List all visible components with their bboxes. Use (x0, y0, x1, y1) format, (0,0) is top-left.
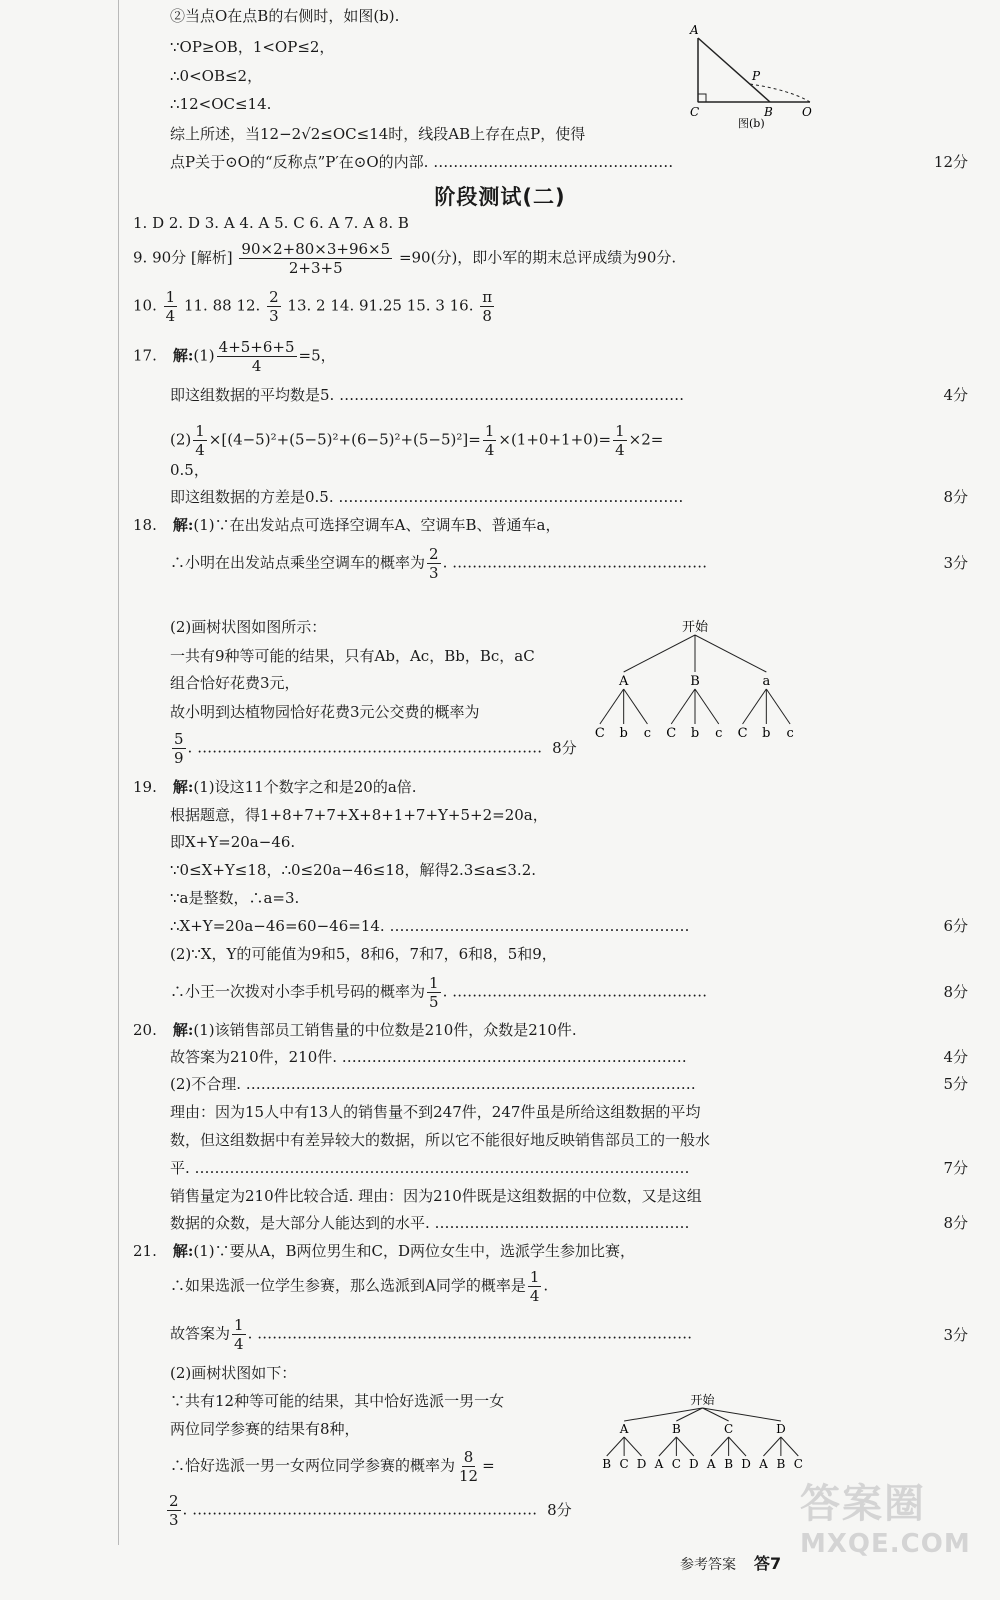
text-line: (2)画树状图如下： (170, 1364, 297, 1382)
tree-leaf: D (688, 1457, 699, 1471)
text-line: ②当点O在点B的右侧时，如图(b). (170, 7, 400, 25)
tree-branch (695, 635, 766, 672)
text-line: 组合恰好花费3元， (170, 674, 300, 692)
tree-diagram-q21 (590, 1390, 815, 1475)
tree-branch (624, 635, 695, 672)
tree-leaf: B (776, 1457, 786, 1471)
score: 12分 (933, 153, 968, 171)
fraction: $\frac{2}{3}$ (269, 288, 279, 325)
tree-branch (671, 689, 695, 724)
text-line: 理由：因为15人中有13人的销售量不到247件，247件虽是所给这组数据的平均 (170, 1103, 701, 1121)
tree-branch (743, 689, 767, 724)
score: 3分 (943, 1326, 968, 1344)
tree-leaf: c (715, 726, 723, 741)
tree-leaf: b (690, 726, 700, 741)
tree-leaf: b (762, 726, 771, 741)
text-line: ∵共有12种等可能的结果，其中恰好选派一男一女 (170, 1392, 505, 1410)
tree-node: a (762, 674, 771, 689)
q21-line-7: ∴恰好选派一男一女两位同学参赛的概率为 $\frac{8}{12}$ = (170, 1448, 495, 1485)
score: 6分 (943, 917, 968, 935)
tree-branch (600, 689, 624, 724)
answer-line-1-8: 1. D 2. D 3. A 4. A 5. C 6. A 7. A 8. B (133, 214, 409, 232)
tree-branch (766, 689, 790, 724)
tree-leaf: C (619, 1457, 629, 1471)
score: 8分 (943, 488, 968, 506)
score: 8分 (943, 1214, 968, 1232)
q18-line-1: 18. 解:(1)∵在出发站点可选择空调车A、空调车B、普通车a， (133, 516, 561, 534)
text-line: ∴0<OB≤2， (170, 67, 263, 85)
q18-line-2: ∴小明在出发站点乘坐空调车的概率为 $\frac{2}{3}$ . …………………………………………… (170, 545, 708, 582)
tree-leaf: A (654, 1457, 664, 1471)
tree-branch (729, 1437, 746, 1456)
tree-leaf: B (724, 1457, 734, 1471)
q21-line-2: ∴如果选派一位学生参赛，那么选派到A同学的概率是 $\frac{1}{4}$ . (170, 1268, 549, 1305)
text-line: (2)画树状图如图所示： (170, 618, 327, 636)
tree-node: B (690, 674, 700, 689)
q21-line-3: 故答案为 $\frac{1}{4}$ . …………………………………………………………………………… (170, 1316, 693, 1353)
tree-node: A (619, 1422, 629, 1436)
score: 4分 (943, 386, 968, 404)
page-rule (118, 0, 119, 1545)
tree-root: 开始 (681, 620, 709, 635)
tree-root: 开始 (690, 1393, 715, 1407)
tree-branch (624, 689, 648, 724)
q21-line-8: $\frac{2}{3}$ . …………………………………………………………… 8分 (169, 1492, 572, 1529)
text-line: ∴12<OC≤14. (170, 95, 272, 113)
tree-leaf: C (594, 726, 605, 741)
text-line: (2)∵X，Y的可能值为9和5，8和6，7和7，6和8，5和9， (170, 945, 557, 963)
tree-branch (763, 1437, 780, 1456)
tree-node: C (724, 1422, 734, 1436)
q18-line-7: $\frac{5}{9}$ . …………………………………………………………… 8分 (174, 730, 577, 767)
text-line: 数据的众数，是大部分人能达到的水平. …………………………………………… (170, 1214, 690, 1232)
tree-leaf: c (786, 726, 794, 741)
text-line: 即这组数据的方差是0.5. …………………………………………………………… (170, 488, 684, 506)
tree-leaf: A (706, 1457, 716, 1471)
q21-line-1: 21. 解:(1)∵要从A，B两位男生和C，D两位女生中，选派学生参加比赛， (133, 1242, 636, 1260)
tree-branch (624, 1408, 702, 1421)
tree-node: B (671, 1422, 681, 1436)
q17-line-3: (2) $\frac{1}{4}$ ×[(4−5)²+(5−5)²+(6−5)²+(5−5)²]= $\frac{1}{4}$ ×(1+0+1+0)= $\frac{1}{4}$ ×2= (170, 422, 664, 459)
tree-branch (607, 1437, 624, 1456)
tree-leaf: D (636, 1457, 647, 1471)
tree-leaf: c (643, 726, 652, 741)
page-footer (680, 1551, 781, 1574)
text-line: 点P关于⊙O的“反称点”P′在⊙O的内部. ………………………………………… (170, 153, 674, 171)
fraction: $\frac{\pi}{8}$ (482, 288, 493, 325)
tree-diagram-q18 (580, 615, 810, 745)
text-line: 0.5， (170, 461, 209, 479)
text-line: ∵a是整数，∴a=3. (170, 889, 300, 907)
text-line: ∴X+Y=20a−46=60−46=14. …………………………………………………… (170, 917, 690, 935)
text-line: 即X+Y=20a−46. (170, 833, 296, 851)
section-title: 阶段测试(二) (434, 185, 566, 209)
text: 9. 90分 [解析] (133, 248, 233, 267)
fig-label-O: O (802, 105, 812, 119)
fraction: $\frac{90\times 2+80\times 3+96\times 5}{2+3+5}$ (241, 240, 391, 277)
fig-caption: 图(b) (738, 117, 765, 130)
text-line: 故小明到达植物园恰好花费3元公交费的概率为 (170, 703, 480, 721)
q17-line-1: 17. 解:(1) $\frac{4+5+6+5}{4}$ =5， (133, 338, 336, 375)
text-line: 销售量定为210件比较合适. 理由：因为210件既是这组数据的中位数，又是这组 (170, 1187, 702, 1205)
text-line: 即这组数据的平均数是5. …………………………………………………………… (170, 386, 685, 404)
footer-label: 参考答案 (680, 1557, 736, 1573)
tree-leaf: b (619, 726, 628, 741)
tree-node: A (618, 674, 629, 689)
tree-node: D (776, 1422, 786, 1436)
watermark: 答案圈 MXQE.COM (800, 1481, 971, 1559)
fig-label-C: C (690, 105, 700, 119)
fig-label-A: A (690, 23, 699, 37)
tree-leaf: D (741, 1457, 751, 1471)
tree-leaf: B (602, 1457, 612, 1471)
text-line: ∵OP≥OB，1<OP≤2， (170, 38, 335, 56)
tree-branch (781, 1437, 798, 1456)
tree-branch (703, 1408, 781, 1421)
answer-line-10-16: 10. $\frac{1}{4}$ 11. 88 12. $\frac{2}{3}$ 13. 2 14. 91.25 15. 3 16. $\frac{\pi}{8}$ (133, 288, 493, 325)
tree-leaf: C (671, 1457, 681, 1471)
tree-leaf: C (666, 726, 677, 741)
tree-leaf: A (759, 1457, 768, 1471)
tree-branch (659, 1437, 676, 1456)
q20-line-1: 20. 解:(1)该销售部员工销售量的中位数是210件，众数是210件. (133, 1021, 577, 1039)
tree-branch (624, 1437, 641, 1456)
text-line: 根据题意，得1+8+7+7+X+8+1+7+Y+5+2=20a， (170, 806, 548, 824)
tree-leaf: C (737, 726, 748, 741)
text-line: ∵0≤X+Y≤18，∴0≤20a−46≤18，解得2.3≤a≤3.2. (170, 861, 537, 879)
text: =90(分)，即小军的期末总评成绩为90分. (398, 248, 677, 267)
tree-branch (676, 1437, 693, 1456)
fig-label-B: B (764, 105, 773, 119)
text-line: 故答案为210件，210件. …………………………………………………………… (170, 1048, 687, 1066)
answer-line-9 (133, 240, 676, 277)
score: 4分 (943, 1048, 968, 1066)
score: 8分 (943, 983, 968, 1001)
q19-line-1: 19. 解:(1)设这11个数字之和是20的a倍. (133, 778, 417, 796)
text-line: 数，但这组数据中有差异较大的数据，所以它不能很好地反映销售部员工的一般水 (170, 1131, 711, 1149)
score: 7分 (943, 1159, 968, 1177)
text-line: 两位同学参赛的结果有8种， (170, 1420, 360, 1438)
tree-branch (695, 689, 719, 724)
fraction: $\frac{1}{4}$ (165, 288, 176, 325)
score: 5分 (943, 1075, 968, 1093)
page-number: 答7 (754, 1554, 782, 1573)
text-line: 一共有9种等可能的结果，只有Ab，Ac，Bb，Bc，aC (170, 647, 535, 665)
text-line: 综上所述，当12−2√2≤OC≤14时，线段AB上存在点P，使得 (170, 125, 586, 143)
figure-b (680, 20, 830, 130)
tree-branch (711, 1437, 728, 1456)
text-line: 平. ……………………………………………………………………………………… (170, 1159, 690, 1177)
fraction: $\frac{4+5+6+5}{4}$ (218, 338, 295, 375)
score: 3分 (943, 554, 968, 572)
text-line: (2)不合理. ……………………………………………………………………………… (170, 1075, 696, 1093)
tree-leaf: C (793, 1457, 803, 1471)
fig-label-P: P (752, 69, 761, 83)
q19-line-8: ∴小王一次拨对小李手机号码的概率为 $\frac{1}{5}$ . …………………………………………… (170, 974, 708, 1011)
